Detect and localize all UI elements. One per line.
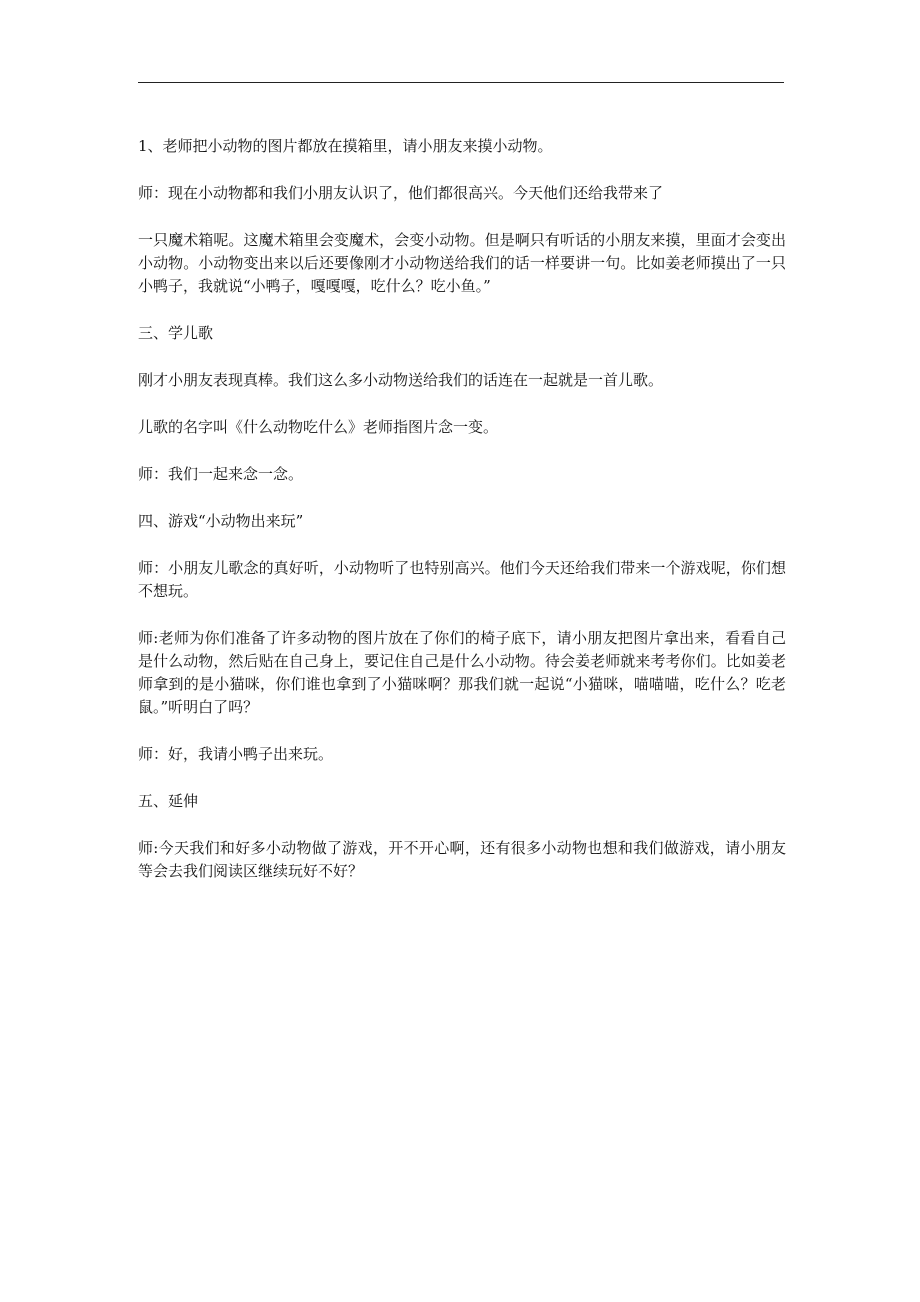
paragraph-magic-box: 一只魔术箱呢。这魔术箱里会变魔术，会变小动物。但是啊只有听话的小朋友来摸，里面才会变出小动物。小动物变出来以后还要像刚才小动物送给我们的话一样要讲一句。比如姜老师摸出了一只小鸭子，我就说“小鸭子，嘎嘎嘎，吃什么？吃小鱼。” bbox=[138, 231, 786, 295]
section-heading-5: 五、延伸 bbox=[138, 792, 199, 810]
section-heading-3: 三、学儿歌 bbox=[138, 324, 214, 342]
paragraph-game-rules: 师:老师为你们准备了许多动物的图片放在了你们的椅子底下，请小朋友把图片拿出来，看看自己是什么动物，然后贴在自己身上，要记住自己是什么小动物。待会姜老师就来考考你们。比如姜老师拿到的是小猫咪，你们谁也拿到了小猫咪啊？那我们就一起说“小猫咪，喵喵喵，吃什么？吃老鼠。”听明白了吗？ bbox=[138, 629, 786, 716]
paragraph-song-name: 儿歌的名字叫《什么动物吃什么》老师指图片念一变。 bbox=[138, 418, 499, 436]
header-rule bbox=[138, 82, 784, 83]
paragraph-game-intro: 师：小朋友儿歌念的真好听，小动物听了也特别高兴。他们今天还给我们带来一个游戏呢，你们想不想玩。 bbox=[138, 559, 786, 600]
paragraph-read-together: 师：我们一起来念一念。 bbox=[138, 465, 304, 483]
section-heading-4: 四、游戏“小动物出来玩” bbox=[138, 512, 304, 530]
document-body bbox=[138, 135, 786, 907]
paragraph-extension: 师:今天我们和好多小动物做了游戏，开不开心啊，还有很多小动物也想和我们做游戏，请小朋友等会去我们阅读区继续玩好不好？ bbox=[138, 839, 786, 880]
paragraph-duck-play: 师：好，我请小鸭子出来玩。 bbox=[138, 745, 334, 763]
paragraph-step-1: 1、老师把小动物的图片都放在摸箱里，请小朋友来摸小动物。 bbox=[138, 137, 553, 155]
paragraph-praise: 刚才小朋友表现真棒。我们这么多小动物送给我们的话连在一起就是一首儿歌。 bbox=[138, 371, 664, 389]
paragraph-teacher-intro: 师：现在小动物都和我们小朋友认识了，他们都很高兴。今天他们还给我带来了 bbox=[138, 184, 664, 202]
